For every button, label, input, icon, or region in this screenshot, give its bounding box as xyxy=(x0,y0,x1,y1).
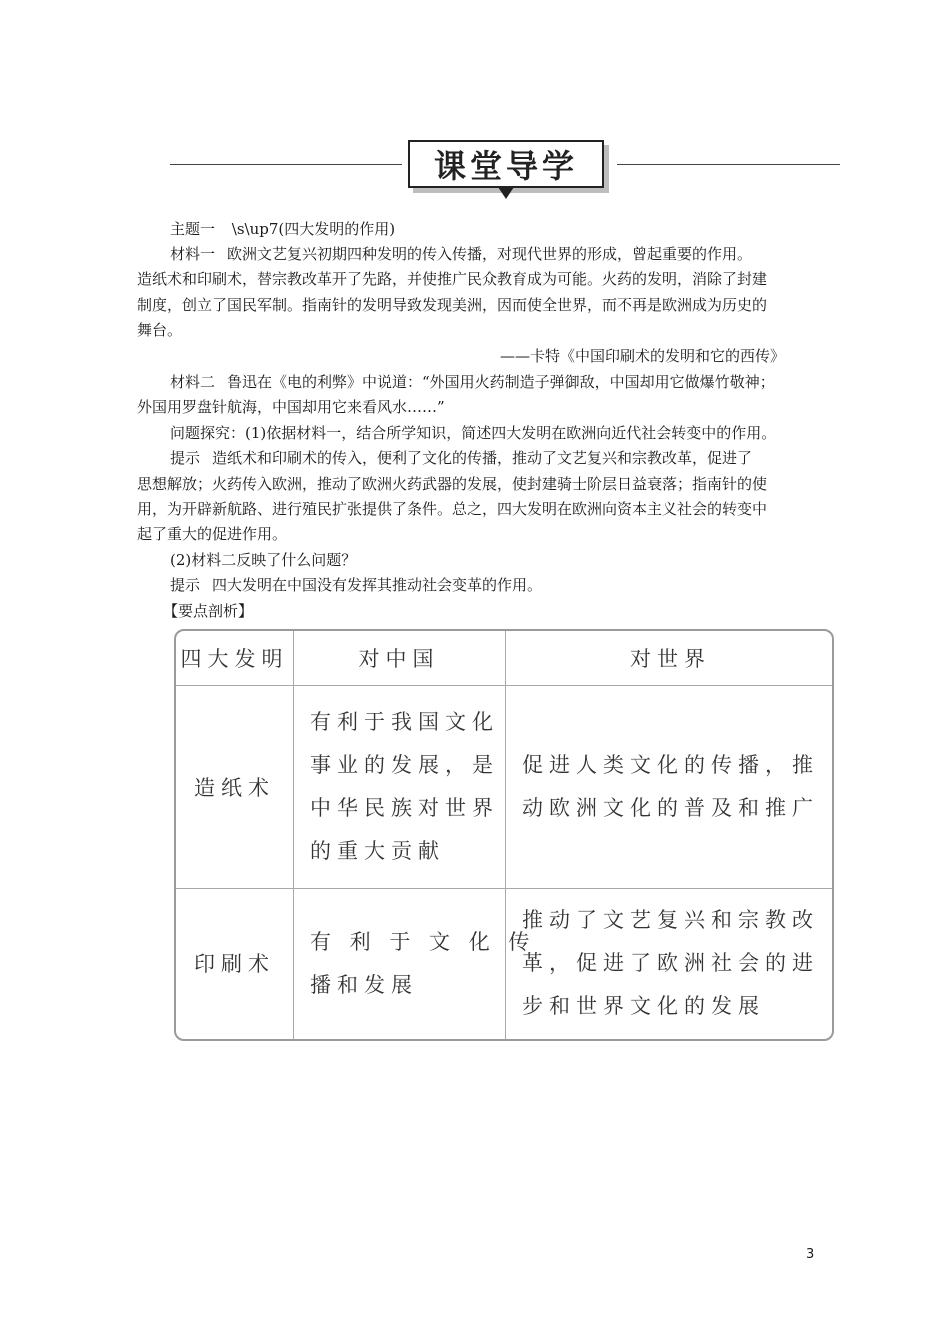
question1-hint-line3: 用，为开辟新航路、进行殖民扩张提供了条件。总之，四大发明在欧洲向资本主义社会的转变中 xyxy=(137,500,768,518)
hint-label: 提示 xyxy=(170,449,201,467)
table-divider xyxy=(293,631,294,1039)
material1-source: ——卡特《中国印刷术的发明和它的西传》 xyxy=(500,347,786,365)
material2-line2: 外国用罗盘针航海，中国却用它来看风水……” xyxy=(137,398,445,416)
cell-line: 事业的发展，是 xyxy=(310,753,499,777)
hint-text: 造纸术和印刷术的传入，便利了文化的传播，推动了文艺复兴和宗教改革，促进了 xyxy=(212,449,753,467)
material1-line2: 造纸术和印刷术，替宗教改革开了先路，并使推广民众教育成为可能。火药的发明，消除了封建 xyxy=(137,270,768,288)
material1-line3: 制度，创立了国民军制。指南针的发明导致发现美洲，因而使全世界，而不再是欧洲成为历史的 xyxy=(137,296,768,314)
section-title: 课堂导学 xyxy=(408,140,604,188)
table-cell-world xyxy=(522,744,819,830)
cell-line: 促进人类文化的传播，推 xyxy=(522,753,819,777)
hint-text: 四大发明在中国没有发挥其推动社会变革的作用。 xyxy=(212,576,543,594)
header-rule-left xyxy=(170,164,402,165)
header-arrow-icon xyxy=(498,187,514,199)
topic-text: \s\up7(四大发明的作用) xyxy=(231,220,396,238)
material1-line4: 舞台。 xyxy=(137,321,183,339)
table-cell-invention: 印刷术 xyxy=(194,952,275,976)
question2-hint xyxy=(170,573,542,599)
material1-label: 材料一 xyxy=(170,245,216,263)
hint-label: 提示 xyxy=(170,576,201,594)
cell-line: 推动了文艺复兴和宗教改 xyxy=(522,908,819,932)
material2-label: 材料二 xyxy=(170,373,216,391)
topic-label: 主题一 xyxy=(170,220,216,238)
comparison-table xyxy=(174,629,834,1041)
material2-line1 xyxy=(170,370,775,396)
question2-text: (2)材料二反映了什么问题？ xyxy=(170,551,357,569)
section-header xyxy=(170,140,840,204)
table-cell-world xyxy=(522,899,819,1028)
question1-text: 问题探究：(1)依据材料一，结合所学知识，简述四大发明在欧洲向近代社会转变中的作用。 xyxy=(170,424,777,442)
table-cell-china xyxy=(310,701,499,873)
cell-line: 播和发展 xyxy=(310,973,418,997)
table-header-invention: 四大发明 xyxy=(180,647,289,671)
material2-text: 鲁迅在《电的利弊》中说道：“外国用火药制造子弹御敌，中国却用它做爆竹敬神； xyxy=(227,373,775,391)
cell-line: 有 利 于 文 化 传 xyxy=(310,930,536,954)
table-cell-china xyxy=(310,921,535,1007)
material1-line1 xyxy=(170,242,752,268)
key-points-heading: 【要点剖析】 xyxy=(163,602,254,620)
topic-line xyxy=(170,217,395,243)
cell-line: 中华民族对世界 xyxy=(310,796,499,820)
table-header-world: 对世界 xyxy=(630,647,711,671)
header-rule-right xyxy=(617,164,840,165)
material1-text: 欧洲文艺复兴初期四种发明的传入传播，对现代世界的形成，曾起重要的作用。 xyxy=(227,245,753,263)
page-number: 3 xyxy=(806,1247,815,1262)
cell-line: 的重大贡献 xyxy=(310,839,445,863)
cell-line: 动欧洲文化的普及和推广 xyxy=(522,796,819,820)
table-header-china: 对中国 xyxy=(358,647,440,671)
cell-line: 步和世界文化的发展 xyxy=(522,994,765,1018)
cell-line: 革，促进了欧洲社会的进 xyxy=(522,951,819,975)
question1-hint-line2: 思想解放；火药传入欧洲，推动了欧洲火药武器的发展，使封建骑士阶层日益衰落；指南针的使 xyxy=(137,475,768,493)
question1-hint-line1 xyxy=(170,446,752,472)
cell-line: 有利于我国文化 xyxy=(310,710,499,734)
question1-hint-line4: 起了重大的促进作用。 xyxy=(137,525,288,543)
table-cell-invention: 造纸术 xyxy=(194,775,275,800)
